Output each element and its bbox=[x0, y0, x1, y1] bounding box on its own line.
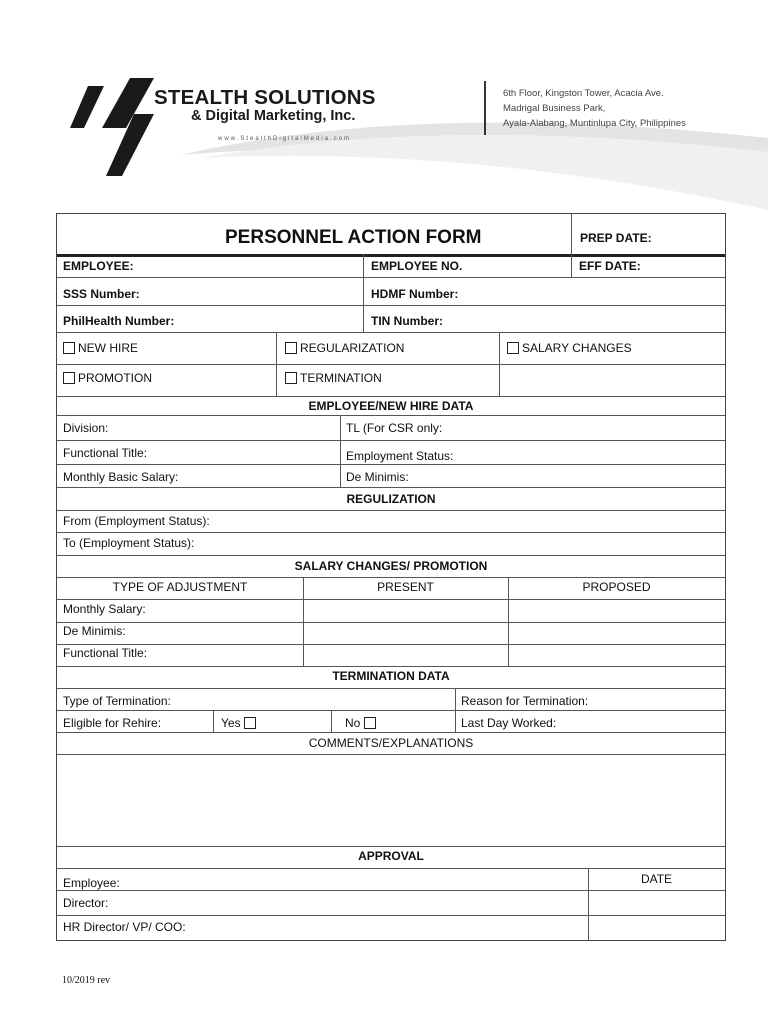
new-hire-checkbox[interactable] bbox=[63, 342, 75, 354]
salary-section-title: SALARY CHANGES/ PROMOTION bbox=[294, 559, 488, 573]
adjustment-row-label: Monthly Salary: bbox=[63, 602, 146, 616]
comments-section-title: COMMENTS/EXPLANATIONS bbox=[308, 736, 474, 750]
form-title: PERSONNEL ACTION FORM bbox=[225, 227, 482, 248]
hdmf-number-label: HDMF Number: bbox=[371, 287, 459, 301]
termination-option[interactable]: TERMINATION bbox=[285, 371, 382, 385]
revision-note: 10/2019 rev bbox=[62, 975, 111, 986]
salary-changes-option[interactable]: SALARY CHANGES bbox=[507, 341, 632, 355]
address-line-1: 6th Floor, Kingston Tower, Acacia Ave. bbox=[503, 88, 664, 99]
promotion-option[interactable]: PROMOTION bbox=[63, 371, 152, 385]
type-of-termination-label: Type of Termination: bbox=[63, 694, 171, 708]
present-header: PRESENT bbox=[377, 580, 434, 594]
header-divider bbox=[484, 81, 486, 135]
promotion-checkbox[interactable] bbox=[63, 372, 75, 384]
philhealth-number-label: PhilHealth Number: bbox=[63, 314, 175, 328]
regulization-section-title: REGULIZATION bbox=[346, 492, 436, 506]
type-of-adjustment-header: TYPE OF ADJUSTMENT bbox=[112, 580, 248, 594]
adjustment-row-label: Functional Title: bbox=[63, 646, 148, 660]
last-day-worked-label: Last Day Worked: bbox=[461, 716, 557, 730]
new-hire-option[interactable]: NEW HIRE bbox=[63, 341, 138, 355]
company-website: www.StealthDigitalMedia.com bbox=[218, 136, 352, 142]
eligible-for-rehire-label: Eligible for Rehire: bbox=[63, 716, 162, 730]
eff-date-label: EFF DATE: bbox=[579, 259, 641, 273]
comments-area[interactable] bbox=[57, 755, 725, 845]
employment-status-label: Employment Status: bbox=[346, 449, 454, 463]
approval-date-header: DATE bbox=[640, 872, 673, 886]
new-hire-section-title: EMPLOYEE/NEW HIRE DATA bbox=[308, 399, 474, 413]
approval-row-label: Director: bbox=[63, 896, 109, 910]
functional-title-label: Functional Title: bbox=[63, 446, 148, 460]
rehire-yes-checkbox[interactable] bbox=[244, 717, 256, 729]
from-employment-status-label: From (Employment Status): bbox=[63, 514, 210, 528]
approval-row-label: Employee: bbox=[63, 876, 120, 890]
termination-section-title: TERMINATION DATA bbox=[332, 669, 450, 683]
sss-number-label: SSS Number: bbox=[63, 287, 140, 301]
rehire-no-option[interactable]: No bbox=[345, 716, 379, 730]
rehire-no-checkbox[interactable] bbox=[364, 717, 376, 729]
approval-row-label: HR Director/ VP/ COO: bbox=[63, 920, 186, 934]
adjustment-row-label: De Minimis: bbox=[63, 624, 126, 638]
regularization-checkbox[interactable] bbox=[285, 342, 297, 354]
de-minimis-label: De Minimis: bbox=[346, 470, 409, 484]
company-logo-icon bbox=[70, 76, 160, 176]
rehire-yes-option[interactable]: Yes bbox=[221, 716, 259, 730]
company-name: STEALTH SOLUTIONS bbox=[154, 86, 376, 109]
address-line-2: Madrigal Business Park, bbox=[503, 103, 606, 114]
reason-for-termination-label: Reason for Termination: bbox=[461, 694, 589, 708]
to-employment-status-label: To (Employment Status): bbox=[63, 536, 195, 550]
employee-label: EMPLOYEE: bbox=[63, 259, 134, 273]
approval-section-title: APPROVAL bbox=[358, 849, 424, 863]
termination-checkbox[interactable] bbox=[285, 372, 297, 384]
company-subname: & Digital Marketing, Inc. bbox=[191, 108, 356, 124]
tl-label: TL (For CSR only: bbox=[346, 421, 443, 435]
tin-number-label: TIN Number: bbox=[371, 314, 443, 328]
prep-date-label: PREP DATE: bbox=[580, 231, 652, 245]
proposed-header: PROPOSED bbox=[582, 580, 651, 594]
employee-no-label: EMPLOYEE NO. bbox=[371, 259, 463, 273]
salary-changes-checkbox[interactable] bbox=[507, 342, 519, 354]
monthly-basic-salary-label: Monthly Basic Salary: bbox=[63, 470, 179, 484]
regularization-option[interactable]: REGULARIZATION bbox=[285, 341, 404, 355]
address-line-3: Ayala-Alabang, Muntinlupa City, Philippines bbox=[503, 118, 686, 129]
personnel-action-form bbox=[56, 213, 726, 941]
division-label: Division: bbox=[63, 421, 109, 435]
